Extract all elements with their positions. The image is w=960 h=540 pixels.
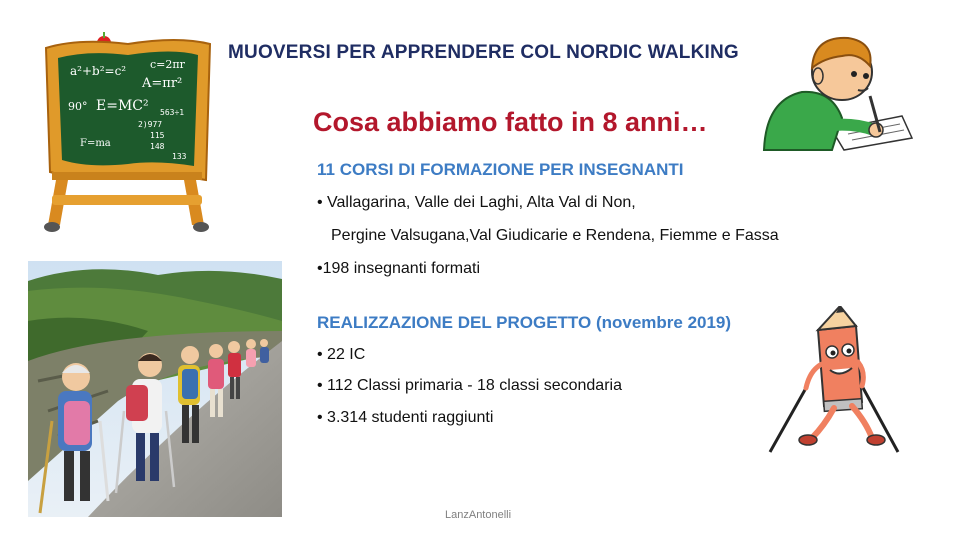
blackboard-icon (38, 30, 218, 235)
slide-title: MUOVERSI PER APPRENDERE COL NORDIC WALKING (228, 42, 739, 63)
formula: 148 (150, 142, 165, 151)
formula: 563÷1 (160, 108, 185, 117)
slide-subtitle: Cosa abbiamo fatto in 8 anni… (313, 107, 708, 137)
bullet-line: • 22 IC (317, 346, 366, 363)
bullet-line: •198 insegnanti formati (317, 260, 481, 277)
formula: E=MC² (96, 98, 149, 114)
bullet-line: • Vallagarina, Valle dei Laghi, Alta Val di Non, (317, 194, 636, 211)
formula: 90° (68, 100, 88, 113)
pencil-walker-icon (766, 306, 906, 456)
formula: A=πr² (142, 76, 183, 91)
children-nordic-walking-photo (28, 261, 282, 517)
section-heading-project: REALIZZAZIONE DEL PROGETTO (novembre 2019) (317, 313, 732, 332)
formula: 2)977 (138, 120, 163, 129)
boy-writing-icon (762, 30, 914, 152)
bullet-line: • 3.314 studenti raggiunti (317, 409, 494, 426)
formula: F=ma (80, 138, 111, 149)
formula: 133 (172, 152, 187, 161)
bullet-line: • 112 Classi primaria - 18 classi secondaria (317, 377, 622, 394)
formula: 115 (150, 131, 165, 140)
footer-credit: LanzAntonelli (445, 509, 512, 521)
bullet-line: Pergine Valsugana,Val Giudicarie e Rendena, Fiemme e Fassa (331, 227, 779, 244)
formula: a²+b²=c² (70, 64, 127, 78)
formula: c=2πr (150, 58, 185, 71)
section-heading-training: 11 CORSI DI FORMAZIONE PER INSEGNANTI (317, 160, 684, 179)
